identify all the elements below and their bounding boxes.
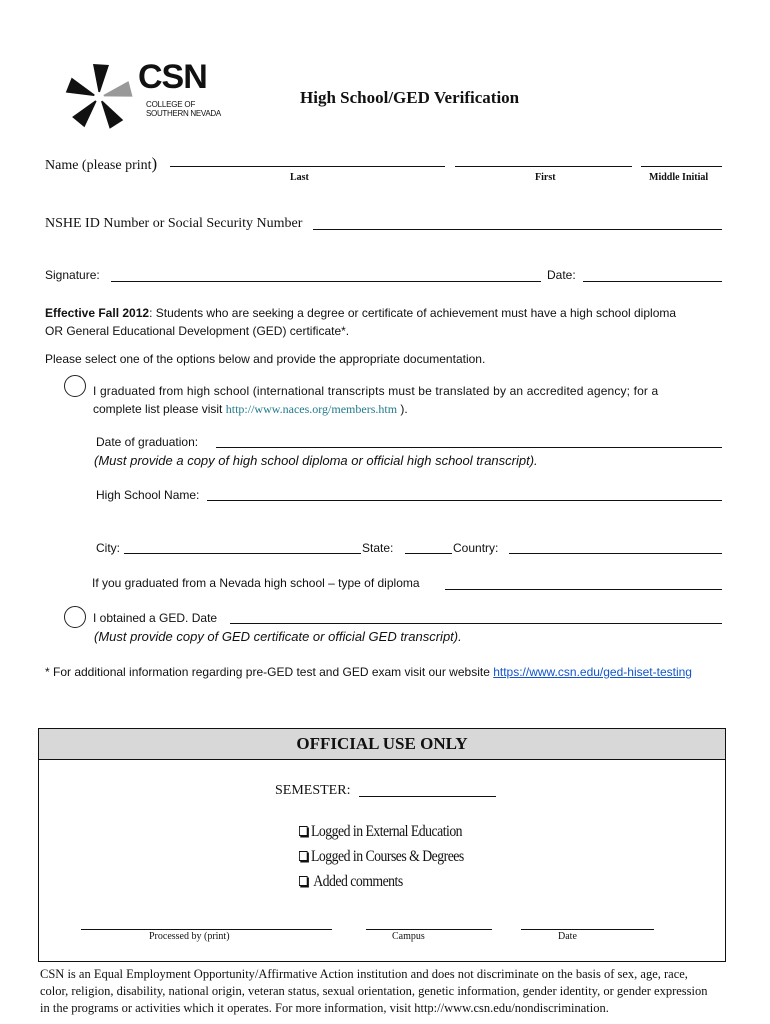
- page-title: High School/GED Verification: [300, 88, 520, 107]
- signature-label: Signature:: [45, 268, 100, 282]
- hs-option-radio[interactable]: [64, 375, 86, 397]
- ged-option-label: I obtained a GED. Date: [93, 611, 218, 625]
- middle-initial-line[interactable]: [641, 166, 722, 167]
- campus-caption: Campus: [392, 931, 425, 942]
- checkbox-icon: [299, 826, 308, 836]
- hs-option-line1: I graduated from high school (international transcripts must be translated by an accredited agency; for a: [93, 384, 659, 398]
- disclaimer-line2: color, religion, disability, national origin, veteran status, sexual orientation, genetic information, gender identity, or gender expression: [40, 984, 708, 998]
- last-caption: Last: [290, 172, 309, 183]
- logo-letters: CSN: [138, 58, 207, 96]
- name-label-text: Name (please print: [45, 158, 152, 173]
- nevada-label: If you graduated from a Nevada high school – type of diploma: [92, 576, 420, 590]
- check-external-education-label: Logged in External Education: [311, 823, 463, 840]
- last-name-line[interactable]: [170, 166, 445, 167]
- office-date-caption: Date: [558, 931, 577, 942]
- ged-date-line[interactable]: [230, 623, 722, 624]
- hs-option-line2-pre: complete list please visit: [93, 402, 226, 416]
- check-added-comments[interactable]: [299, 873, 403, 891]
- csn-logo: [62, 60, 222, 132]
- hs-name-label: High School Name:: [96, 488, 200, 502]
- official-use-title: OFFICIAL USE ONLY: [296, 734, 468, 753]
- processed-by-caption: Processed by (print): [149, 931, 230, 942]
- official-use-header: [39, 729, 725, 760]
- city-label: City:: [96, 541, 120, 555]
- check-courses-degrees-label: Logged in Courses & Degrees: [311, 848, 464, 865]
- state-line[interactable]: [405, 553, 452, 554]
- nondiscrimination-disclaimer: [40, 966, 708, 1017]
- campus-line[interactable]: [366, 929, 492, 930]
- footnote: [45, 665, 692, 679]
- ged-website-link[interactable]: https://www.csn.edu/ged-hiset-testing: [493, 665, 692, 679]
- first-caption: First: [535, 172, 556, 183]
- grad-note: (Must provide a copy of high school diploma or official high school transcript).: [94, 453, 538, 468]
- signature-date-line[interactable]: [583, 281, 722, 282]
- name-label: [45, 154, 157, 174]
- effective-line1: [45, 304, 735, 322]
- semester-line[interactable]: [359, 796, 496, 797]
- disclaimer-line3: in the programs or activities which it operates. For more information, visit http://www.csn.edu/nondiscrimination.: [40, 1001, 609, 1015]
- processed-by-line[interactable]: [81, 929, 332, 930]
- office-date-line[interactable]: [521, 929, 654, 930]
- middle-caption: Middle Initial: [649, 172, 709, 183]
- logo-line1: COLLEGE OF: [146, 100, 196, 109]
- effective-bold: Effective Fall 2012: [45, 306, 150, 320]
- check-added-comments-label: Added comments: [311, 873, 403, 890]
- diploma-type-line[interactable]: [445, 589, 722, 590]
- country-label: Country:: [453, 541, 499, 555]
- semester-label: SEMESTER:: [275, 783, 351, 798]
- date-label: Date:: [547, 268, 576, 282]
- grad-date-label: Date of graduation:: [96, 435, 199, 449]
- hs-option-text: [93, 382, 658, 418]
- city-line[interactable]: [124, 553, 361, 554]
- select-instructions: Please select one of the options below and provide the appropriate documentation.: [45, 352, 486, 366]
- logo-line2: SOUTHERN NEVADA: [146, 109, 221, 118]
- signature-line[interactable]: [111, 281, 541, 282]
- checkbox-icon: [299, 851, 308, 861]
- country-line[interactable]: [509, 553, 722, 554]
- grad-date-line[interactable]: [216, 447, 722, 448]
- ged-option-radio[interactable]: [64, 606, 86, 628]
- name-label-paren: ): [151, 154, 158, 173]
- official-use-box: [38, 728, 726, 962]
- hs-name-line[interactable]: [207, 500, 722, 501]
- checkbox-icon: [299, 876, 308, 886]
- nshe-label: NSHE ID Number or Social Security Number: [45, 216, 303, 231]
- footnote-text: * For additional information regarding pre-GED test and GED exam visit our website: [45, 665, 494, 679]
- ged-note: (Must provide copy of GED certificate or official GED transcript).: [94, 629, 462, 644]
- check-external-education[interactable]: [299, 823, 462, 841]
- hs-option-line2: [93, 400, 658, 418]
- state-label: State:: [362, 541, 394, 555]
- nshe-line[interactable]: [313, 229, 722, 230]
- effective-paragraph: [45, 304, 735, 340]
- naces-link[interactable]: http://www.naces.org/members.htm: [225, 402, 398, 416]
- effective-line2: OR General Educational Development (GED) certificate*.: [45, 324, 350, 338]
- hs-option-line2-post: ).: [397, 402, 408, 416]
- effective-rest: : Students who are seeking a degree or certificate of achievement must have a high school diploma: [149, 306, 677, 320]
- check-courses-degrees[interactable]: [299, 848, 464, 866]
- first-name-line[interactable]: [455, 166, 632, 167]
- disclaimer-line1: CSN is an Equal Employment Opportunity/Affirmative Action institution and does not discriminate on the basis of sex, age, race,: [40, 967, 688, 981]
- csn-star-icon: [62, 60, 140, 132]
